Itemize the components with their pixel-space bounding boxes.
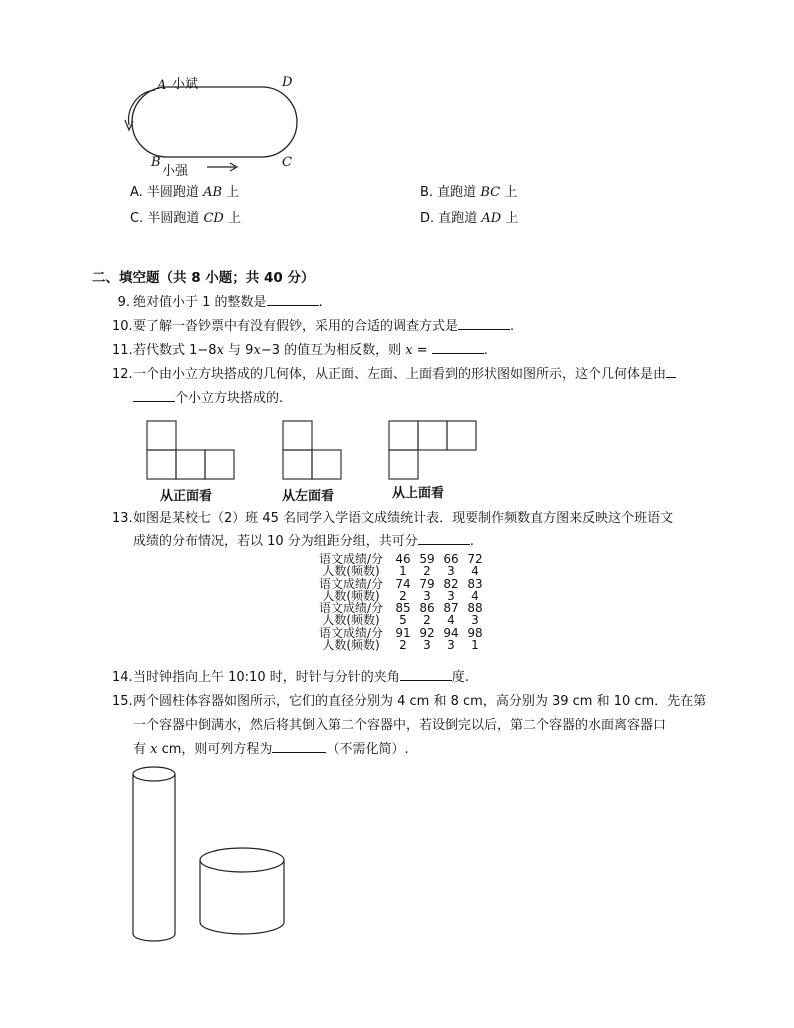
option-a: A. 半圆跑道 AB 上: [130, 185, 240, 200]
question-15: 15.两个圆柱体容器如图所示，它们的直径分别为 4 cm 和 8 cm，高分别为 39 cm 和 10 cm．先在第: [112, 694, 707, 709]
answer-blank: [418, 532, 470, 545]
option-c: C. 半圆跑道 CD 上: [130, 211, 241, 226]
option-b: B. 直跑道 BC 上: [420, 185, 518, 200]
table-row: 语文成绩/分 46 59 66 72: [318, 552, 483, 566]
answer-blank: [432, 341, 484, 354]
view-square: [312, 450, 341, 479]
short-cylinder-bottom: [200, 922, 284, 934]
score-table: [311, 553, 487, 651]
answer-blank: [400, 668, 452, 681]
point-a-label: A: [157, 78, 167, 93]
tall-cylinder-bottom: [133, 934, 175, 941]
view-square: [389, 421, 418, 450]
question-15-line2: 一个容器中倒满水，然后将其倒入第二个容器中，若设倒完以后，第二个容器的水面离容器口: [133, 718, 667, 733]
cylinders-figure: [125, 762, 325, 948]
table-row: 人数(频数) 2 3 3 4: [322, 588, 479, 603]
table-row: 语文成绩/分 91 92 94 98: [318, 625, 483, 640]
view-square: [447, 421, 476, 450]
table-row: 人数(频数) 5 2 4 3: [322, 613, 479, 628]
question-10: 10.要了解一沓钞票中有没有假钞，采用的合适的调查方式是 .: [112, 319, 515, 334]
question-13: 13.如图是某校七（2）班 45 名同学入学语文成绩统计表．现要制作频数直方图来反映这个班语文: [112, 511, 674, 526]
three-view-figures: [140, 418, 500, 484]
answer-blank: [267, 293, 319, 306]
question-12: 12.一个由小立方块搭成的几何体，从正面、左面、上面看到的形状图如图所示，这个几何体是由: [112, 364, 676, 386]
answer-blank: [133, 389, 175, 402]
table-row: 人数(频数) 1 2 3 4: [322, 564, 479, 579]
question-11: 11.若代数式 1−8x 与 9x−3 的值互为相反数，则 x = .: [112, 343, 488, 358]
answer-blank: [272, 740, 326, 753]
table-row: 人数(频数) 2 3 3 1: [322, 638, 479, 653]
point-b-label: B: [151, 155, 161, 170]
point-d-label: D: [282, 75, 293, 90]
option-d: D. 直跑道 AD 上: [420, 211, 519, 226]
section-title: 二、填空题（共 8 小题；共 40 分）: [92, 270, 315, 286]
view-square: [418, 421, 447, 450]
view-square: [147, 421, 176, 450]
table-row: 语文成绩/分 85 86 87 88: [318, 601, 483, 616]
runner-top-label: 小斌: [172, 77, 199, 92]
view-square: [205, 450, 234, 479]
view-square: [147, 450, 176, 479]
question-9: 9. 绝对值小于 1 的整数是 .: [117, 295, 323, 310]
point-c-label: C: [282, 155, 292, 170]
view-square: [176, 450, 205, 479]
question-13-line2: 成绩的分布情况，若以 10 分为组距分组，共可分 .: [133, 534, 474, 549]
left-view-caption: 从左面看: [282, 489, 335, 504]
top-view-caption: 从上面看: [392, 486, 445, 501]
racetrack-outline: [132, 87, 297, 157]
view-square: [283, 421, 312, 450]
question-15-line3: 有 x cm，则可列方程为 （不需化简）.: [133, 742, 409, 757]
answer-blank: [666, 365, 676, 378]
question-12-line2: 个小立方块搭成的.: [133, 388, 283, 410]
view-square: [283, 450, 312, 479]
question-14: 14.当时钟指向上午 10:10 时，时针与分针的夹角 度.: [112, 670, 469, 685]
tall-cylinder-top: [133, 767, 175, 781]
front-view-caption: 从正面看: [160, 489, 213, 504]
table-row: 语文成绩/分 74 79 82 83: [318, 576, 483, 591]
runner-bottom-label: 小强: [162, 164, 189, 179]
view-square: [389, 450, 418, 479]
answer-blank: [458, 317, 510, 330]
short-cylinder-top: [200, 848, 284, 872]
